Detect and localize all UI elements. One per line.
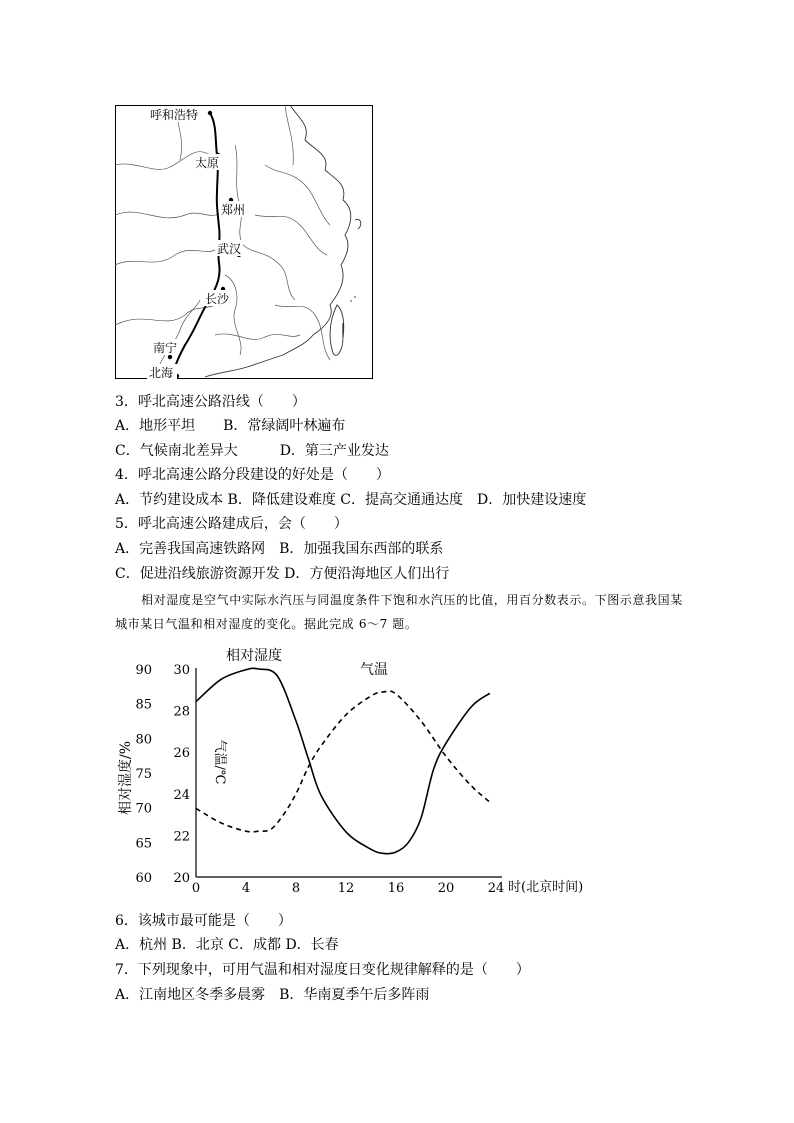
x-tick-label: 16 xyxy=(387,881,405,896)
city-label-zhengzhou: 郑州 xyxy=(221,203,246,217)
q4-options: A．节约建设成本 B．降低建设难度 C．提高交通通达度 D．加快建设速度 xyxy=(115,492,587,508)
q5-stem: 5．呼北高速公路建成后，会（ ） xyxy=(115,516,348,532)
city-label-huhehaote: 呼和浩特 xyxy=(150,108,199,122)
x-tick-label: 4 xyxy=(241,881,251,896)
temperature-line xyxy=(196,691,490,832)
q6-options: A．杭州 B．北京 C．成都 D．长春 xyxy=(115,937,339,953)
q3-stem: 3．呼北高速公路沿线（ ） xyxy=(115,394,306,410)
series-label-humidity: 相对湿度 xyxy=(226,648,282,664)
city-label-nanning: 南宁 xyxy=(153,341,178,355)
city-label-changsha: 长沙 xyxy=(205,292,230,306)
x-tick-label: 0 xyxy=(191,881,201,896)
x-tick-labels xyxy=(192,881,504,896)
city-label-taiyuan: 太原 xyxy=(195,156,220,170)
city-dot-huhehaote xyxy=(208,111,212,115)
left-tick-label: 75 xyxy=(135,767,152,782)
left-tick-labels xyxy=(135,663,152,886)
left-tick-label: 60 xyxy=(135,871,152,886)
x-tick-label: 8 xyxy=(291,881,301,896)
right-tick-label: 22 xyxy=(173,829,190,845)
q7-stem: 7．下列现象中，可用气温和相对湿度日变化规律解释的是（ ） xyxy=(115,962,530,978)
series-layer xyxy=(196,668,490,853)
chart-axes xyxy=(196,668,502,877)
intro-paragraph: 相对湿度是空气中实际水汽压与同温度条件下饱和水汽压的比值，用百分数表示。下图示意我国某城市某日气温和相对湿度的变化。据此完成 6～7 题。 xyxy=(115,593,683,631)
x-tick-label: 20 xyxy=(437,881,455,896)
right-tick-label: 26 xyxy=(173,746,190,762)
left-tick-label: 85 xyxy=(135,697,152,713)
city-label-wuhan: 武汉 xyxy=(217,242,242,256)
series-label-temperature: 气温 xyxy=(360,662,388,678)
humidity-line xyxy=(196,668,490,853)
q3-options-ab: A．地形平坦 B．常绿阔叶林遍布 xyxy=(115,418,346,434)
q5-options-cd: C．促进沿线旅游资源开发 D．方便沿海地区人们出行 xyxy=(115,566,450,582)
left-tick-label: 80 xyxy=(135,732,152,748)
q3-options-cd: C．气候南北差异大 D．第三产业发达 xyxy=(115,443,389,459)
right-tick-label: 20 xyxy=(173,871,190,886)
city-label-beihai: 北海 xyxy=(149,366,174,379)
left-tick-label: 70 xyxy=(135,801,152,817)
route-map xyxy=(115,105,373,379)
q4-stem: 4．呼北高速公路分段建设的好处是（ ） xyxy=(115,467,390,483)
x-tick-label: 12 xyxy=(337,881,355,896)
right-tick-labels xyxy=(173,663,190,886)
chart-svg xyxy=(110,642,600,900)
right-tick-label: 28 xyxy=(173,704,190,720)
q5-options-ab: A．完善我国高速铁路网 B．加强我国东西部的联系 xyxy=(115,541,444,557)
q7-options-ab: A．江南地区冬季多晨雾 B．华南夏季午后多阵雨 xyxy=(115,987,430,1003)
x-tick-label: 24 xyxy=(487,881,505,896)
temp-humidity-chart xyxy=(110,642,600,900)
x-axis-label: 时(北京时间) xyxy=(508,880,584,895)
right-tick-label: 24 xyxy=(173,787,190,803)
right-axis-label: 气温/℃ xyxy=(212,739,227,785)
city-dot-nanning xyxy=(168,355,172,359)
left-tick-label: 90 xyxy=(135,663,152,678)
q6-stem: 6．该城市最可能是（ ） xyxy=(115,913,292,929)
left-tick-label: 65 xyxy=(135,836,152,852)
right-tick-label: 30 xyxy=(173,663,190,678)
route-map-svg xyxy=(115,105,373,379)
left-axis-label: 相对湿度/% xyxy=(118,740,134,816)
